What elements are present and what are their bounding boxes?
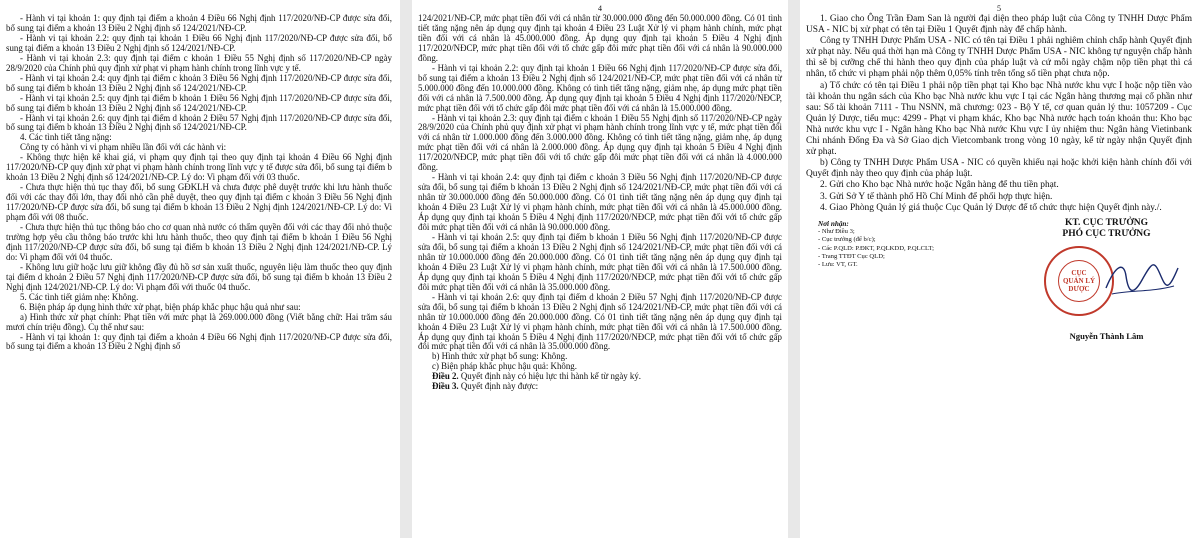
paragraph: Công ty có hành vi vi phạm nhiều lần đối với các hành vi:	[20, 142, 227, 153]
paragraph: - Hành vi tại khoản 2.6: quy định tại điểm d khoản 2 Điều 57 Nghị định 117/2020/NĐ-CP được sửa đổi, bổ sung tại điểm b khoản 13 Điều 2 Nghị định số 124/2021/NĐ-CP.	[6, 112, 392, 133]
recipients-title: Nơi nhận:	[818, 219, 849, 228]
recipient-item: - Các P.QLD: P.ĐKT, P.QLKDD, P.QLCLT;	[818, 244, 934, 252]
page-number: 4	[598, 4, 602, 13]
paragraph: b) Công ty TNHH Dược Phẩm USA - NIC có quyền khiếu nại hoặc khởi kiện hành chính đối với Quyết định này theo quy định của pháp luật.	[806, 158, 1192, 180]
recipient-item: - Như Điều 3;	[818, 227, 855, 235]
paragraph: 4. Các tình tiết tăng nặng:	[20, 132, 112, 143]
paragraph: 5. Các tình tiết giảm nhẹ: Không.	[20, 291, 139, 302]
article-text: Quyết định này có hiệu lực thi hành kể từ ngày ký.	[458, 371, 642, 382]
recipient-item: - Trang TTĐT Cục QLD;	[818, 252, 885, 260]
page-body	[6, 14, 392, 352]
signer-title: PHÓ CỤC TRƯỞNG	[1062, 228, 1151, 239]
page-number: 5	[997, 4, 1001, 13]
article-text: Quyết định này được:	[458, 381, 539, 392]
handwritten-signature	[1102, 254, 1182, 304]
paragraph: Công ty TNHH Dược Phẩm USA - NIC có tên tại Điều 1 phải nghiêm chỉnh chấp hành Quyết định xử phạt này. Nếu quá thời hạn mà Công ty TNHH Dược Phẩm USA - NIC không tự nguyện chấp hành thì sẽ bị cưỡng chế thi hành theo quy định của pháp luật và cứ mỗi ngày chậm nộp tiền phạt thì cá nhân, tổ chức vi phạm phải nộp thêm 0,05% tính trên tổng số tiền phạt chưa nộp.	[806, 36, 1192, 80]
paragraph: 124/2021/NĐ-CP, mức phạt tiền đối với cá nhân từ 30.000.000 đồng đến 50.000.000 đồng. Có 01 tình tiết tăng nặng nên áp dụng quy định tại khoản 4 Điều 23 Luật Xử lý vi phạm hành chính, mức phạt tiền đối với cá nhân là 45.000.000 đồng. Áp dụng quy định tại khoản 5 Điều 4 Nghị định 117/2020/NĐCP, mức phạt tiền đối với tổ chức gấp đôi mức phạt tiền đối với cá nhân là 90.000.000 đồng.	[418, 13, 782, 63]
paragraph: b) Hình thức xử phạt bổ sung: Không.	[432, 351, 568, 362]
paragraph: - Hành vi tại khoản 1: quy định tại điểm a khoản 4 Điều 66 Nghị định 117/2020/NĐ-CP được sửa đổi, bổ sung tại điểm a khoản 13 Điều 2 Nghị định số	[6, 331, 392, 352]
paragraph: - Hành vi tại khoản 2.6: quy định tại điểm d khoản 2 Điều 57 Nghị định 117/2020/NĐ-CP được sửa đổi, bổ sung tại điểm b khoản 13 Điều 2 Nghị định số 124/2021/NĐ-CP, mức phạt tiền đối với cá nhân từ 10.000.000 đồng đến 20.000.000 đồng. Có 01 tình tiết tăng nặng nên áp dụng quy định tại khoản 4 Điều 23 Luật Xử lý vi phạm hành chính, mức phạt tiền đối với cá nhân là 17.500.000 đồng. Áp dụng quy định tại khoản 5 Điều 4 Nghị định 117/2020/NĐCP, mức phạt tiền đối với tổ chức gấp đôi mức phạt tiền đối với cá nhân là 35.000.000 đồng.	[418, 291, 782, 352]
paragraph: - Hành vi tại khoản 2.3: quy định tại điểm c khoản 1 Điều 55 Nghị định số 117/2020/NĐ-CP ngày 28/9/2020 của Chính phủ quy định xử phạt vi phạm hành chính trong lĩnh vực y tế.	[6, 52, 392, 73]
signer-title: KT. CỤC TRƯỞNG	[1065, 217, 1148, 228]
paragraph: 6. Biện pháp áp dụng hình thức xử phạt, biện pháp khắc phục hậu quả như sau:	[20, 301, 301, 312]
paragraph: - Không thực hiện kê khai giá, vi phạm quy định tại theo quy định tại khoản 4 Điều 66 Nghị định 117/2020/NĐ-CP quy định xử phạt vi phạm hành chính trong lĩnh vực y tế được sửa đổi, bổ sung tại điểm b khoản 13 Điều 2 Nghị định số 124/2021/NĐ-CP. Lý do: Vi phạm đối với 03 thuốc.	[6, 152, 392, 183]
paragraph: - Hành vi tại khoản 2.2: quy định tại khoản 1 Điều 66 Nghị định 117/2020/NĐ-CP được sửa đổi, bổ sung tại điểm a khoản 13 Điều 2 Nghị định số 124/2021/NĐ-CP, mức phạt tiền đối với cá nhân từ 5.000.000 đồng đến 10.000.000 đồng. Không có tình tiết tăng nặng, giảm nhẹ, áp dụng mức phạt tiền đối với cá nhân là 7.500.000 đồng. Áp dụng quy định tại khoản 5 Điều 4 Nghị định 117/2020/NĐCP, mức phạt tiền đối với tổ chức gấp đôi mức phạt tiền đối với cá nhân là 15.000.000 đồng.	[418, 62, 782, 113]
paragraph: - Chưa thực hiện thủ tục thông báo cho cơ quan nhà nước có thẩm quyền đối với các thay đổi nhỏ thuộc trường hợp yêu cầu thông báo trước khi lưu hành thuốc, theo quy định tại điểm b khoản 1 Điều 56 Nghị định 117/2020/NĐ-CP được sửa đổi, bổ sung tại điểm b khoản 13 Điều 2 Nghị định 124/2021/NĐ-CP. Lý do: Vi phạm đối với 04 thuốc.	[6, 222, 392, 262]
article-3	[418, 382, 782, 392]
paragraph: 4. Giao Phòng Quản lý giá thuộc Cục Quản lý Dược để tổ chức thực hiện Quyết định này./.	[820, 202, 1162, 213]
paragraph: - Chưa thực hiện thủ tục thay đổi, bổ sung GĐKLH và chưa được phê duyệt trước khi lưu hành thuốc đối với các thay đổi lớn, thay đổi nhỏ cần phê duyệt, theo quy định tại điểm c khoản 3 Điều 56 Nghị định 117/2020/NĐ-CP được sửa đổi, bổ sung tại điểm b khoản 13 Điều 2 Nghị định 124/2021/NĐ-CP. Lý do: Vi phạm đối với 08 thuốc.	[6, 182, 392, 223]
paragraph: - Hành vi tại khoản 2.4: quy định tại điểm c khoản 3 Điều 56 Nghị định 117/2020/NĐ-CP được sửa đổi, bổ sung tại điểm b khoản 13 Điều 2 Nghị định số 124/2021/NĐ-CP, mức phạt tiền đối với cá nhân từ 30.000.000 đồng đến 50.000.000 đồng. Có 01 tình tiết tăng nặng nên áp dụng quy định tại khoản 4 Điều 23 Luật Xử lý vi phạm hành chính, mức phạt tiền đối với cá nhân là 45.000.000 đồng. Áp dụng quy định tại khoản 5 Điều 4 Nghị định 117/2020/NĐCP, mức phạt tiền đối với tổ chức gấp đôi mức phạt tiền đối với cá nhân là 90.000.000 đồng.	[418, 172, 782, 233]
signature-block	[806, 217, 1192, 360]
article-label: Điều 3.	[432, 381, 459, 392]
paragraph: - Hành vi tại khoản 2.5: quy định tại điểm b khoản 1 Điều 56 Nghị định 117/2020/NĐ-CP được sửa đổi, bổ sung tại điểm b khoản 13 Điều 2 Nghị định số 124/2021/NĐ-CP.	[6, 92, 392, 113]
page-body	[806, 14, 1192, 214]
page-body	[418, 14, 782, 392]
recipient-item: - Lưu: VT, GT.	[818, 261, 858, 269]
paragraph: - Không lưu giữ hoặc lưu giữ không đầy đủ hồ sơ sản xuất thuốc, nguyên liệu làm thuốc theo quy định tại điểm d khoản 2 Điều 57 Nghị định 117/2020/NĐ-CP được sửa đổi, bổ sung tại điểm b khoản 13 Điều 2 Nghị định 124/2021/NĐ-CP. Lý do: Vi phạm đối với thuốc 04 thuốc.	[6, 261, 392, 292]
recipients-list	[818, 220, 988, 270]
recipient-item: - Cục trưởng (để b/c);	[818, 236, 876, 244]
article-label: Điều 2.	[432, 371, 459, 382]
paragraph: 2. Gửi cho Kho bạc Nhà nước hoặc Ngân hàng để thu tiền phạt.	[820, 180, 1059, 191]
paragraph: c) Biện pháp khắc phục hậu quả: Không.	[432, 361, 577, 372]
paragraph: - Hành vi tại khoản 1: quy định tại điểm a khoản 4 Điều 66 Nghị định 117/2020/NĐ-CP được sửa đổi, bổ sung tại điểm a khoản 13 Điều 2 Nghị định số 124/2021/NĐ-CP.	[6, 13, 392, 33]
document-page-3	[0, 0, 400, 538]
seal-center: CỤC QUẢN LÝ DƯỢC	[1058, 260, 1100, 302]
paragraph: - Hành vi tại khoản 2.5: quy định tại điểm b khoản 1 Điều 56 Nghị định 117/2020/NĐ-CP được sửa đổi, bổ sung tại điểm a khoản 13 Điều 2 Nghị định số 124/2021/NĐ-CP, mức phạt tiền đối với cá nhân từ 10.000.000 đồng đến 20.000.000 đồng. Có 01 tình tiết tăng nặng nên áp dụng quy định tại khoản 4 Điều 23 Luật Xử lý vi phạm hành chính, mức phạt tiền đối với cá nhân là 17.500.000 đồng. Áp dụng quy định tại khoản 5 Điều 4 Nghị định 117/2020/NĐCP, mức phạt tiền đối với tổ chức gấp đôi mức phạt tiền đối với cá nhân là 35.000.000 đồng.	[418, 231, 782, 292]
paragraph: a) Tổ chức có tên tại Điều 1 phải nộp tiền phạt tại Kho bạc Nhà nước khu vực I hoặc nộp tiền vào tài khoản thu ngân sách của Kho bạc Nhà nước khu vực I tại các Ngân hàng thương mại cổ phần như sau: Số tài khoản 7111 - Thu NSNN, mã chương: 023 - Bộ Y tế, cơ quan quản lý thu: 1057209 - Cục Quản lý Dược, tiểu mục: 4299 - Phạt vi phạm khác, Kho bạc Nhà nước hạch toán khoản thu: Kho bạc Nhà nước khu vực I - Ngân hàng Kho bạc Nhà nước Khu vực I ủy nhiệm thu: Ngân hàng Vietinbank Chi nhánh Đống Đa và Sở Giao dịch Vietcombank trong vòng 10 ngày, kể từ ngày nhận Quyết định xử phạt.	[806, 80, 1192, 158]
paragraph: - Hành vi tại khoản 2.2: quy định tại khoản 1 Điều 66 Nghị định 117/2020/NĐ-CP được sửa đổi, bổ sung tại điểm a khoản 13 Điều 2 Nghị định số 124/2021/NĐ-CP.	[6, 32, 392, 53]
paragraph: - Hành vi tại khoản 2.4: quy định tại điểm c khoản 3 Điều 56 Nghị định 117/2020/NĐ-CP được sửa đổi, bổ sung tại điểm b khoản 13 Điều 2 Nghị định số 124/2021/NĐ-CP.	[6, 72, 392, 93]
signer	[1014, 217, 1199, 341]
document-page-5	[800, 0, 1200, 538]
paragraph: 3. Gửi Sở Y tế thành phố Hồ Chí Minh để phối hợp thực hiện.	[820, 191, 1053, 202]
paragraph: a) Hình thức xử phạt chính: Phạt tiền với mức phạt là 269.000.000 đồng (Viết bằng chữ: Hai trăm sáu mươi chín triệu đồng). Cụ thể như sau:	[6, 311, 392, 332]
document-page-4	[412, 0, 788, 538]
page-separator	[788, 0, 800, 538]
page-separator	[400, 0, 412, 538]
paragraph: 1. Giao cho Ông Trần Đam San là người đại diện theo pháp luật của Công ty TNHH Dược Phẩm USA - NIC bị xử phạt có tên tại Điều 1 Quyết định này để chấp hành.	[806, 14, 1192, 36]
paragraph: - Hành vi tại khoản 2.3: quy định tại điểm c khoản 1 Điều 55 Nghị định số 117/2020/NĐ-CP ngày 28/9/2020 của Chính phủ quy định xử phạt vi phạm hành chính trong lĩnh vực y tế, mức phạt tiền đối với cá nhân từ 1.000.000 đồng đến 3.000.000 đồng. Không có tình tiết tăng nặng, giảm nhẹ, áp dụng mức phạt tiền đối với cá nhân là 2.000.000 đồng. Áp dụng quy định tại khoản 5 Điều 4 Nghị định 117/2020/NĐCP, mức phạt tiền đối với tổ chức gấp đôi mức phạt tiền đối với cá nhân là 4.000.000 đồng.	[418, 112, 782, 173]
signer-name: Nguyễn Thành Lâm	[1069, 330, 1144, 341]
